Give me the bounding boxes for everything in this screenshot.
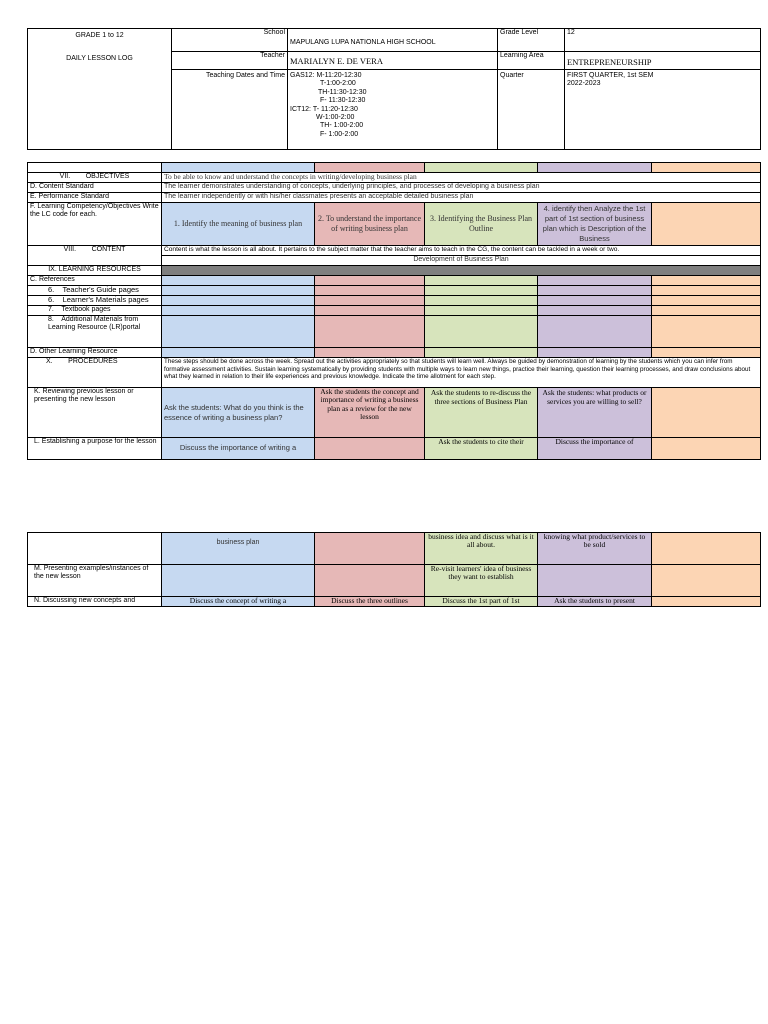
- purpose-day-2: [315, 438, 425, 460]
- content-standard-label: D. Content Standard: [28, 183, 162, 193]
- discussing-label: N. Discussing new concepts and: [28, 597, 162, 607]
- continuation-table: [27, 532, 761, 607]
- table-row: [28, 533, 761, 565]
- table-row: [28, 358, 761, 388]
- purpose-day-1: Discuss the importance of writing a: [162, 438, 315, 460]
- additional-materials-label: 8. Additional Materials from Learning Resource (LR)portal: [28, 316, 162, 348]
- grade-label: GRADE 1 to 12: [75, 32, 124, 39]
- textbook-label: 7. Textbook pages: [28, 306, 162, 316]
- purpose-cont-day-1: business plan: [162, 533, 315, 565]
- resources-label: IX. LEARNING RESOURCES: [28, 266, 162, 276]
- competency-day-4: 4. identify then Analyze the 1st part of 1st section of business plan which is Description of the Business: [538, 203, 652, 246]
- presenting-day-4: [538, 565, 652, 597]
- purpose-day-3: Ask the students to cite their: [425, 438, 538, 460]
- content-note: Content is what the lesson is all about. It pertains to the subject matter that the teacher aims to teach in the CG, the content can be tackled in a week or two.: [162, 246, 761, 256]
- reviewing-day-2: Ask the students the concept and importance of writing a business plan as a review for the new lesson: [315, 388, 425, 438]
- schedule-line: T-1:00-2:00: [320, 80, 356, 88]
- school-value: [288, 29, 498, 52]
- table-row: [28, 597, 761, 607]
- performance-standard-label: E. Performance Standard: [28, 193, 162, 203]
- references-label: C. References: [28, 276, 162, 286]
- objectives-text: To be able to know and understand the concepts in writing/developing business plan: [162, 173, 761, 183]
- reviewing-day-1: Ask the students: What do you think is the essence of writing a business plan?: [162, 388, 315, 438]
- presenting-day-1: [162, 565, 315, 597]
- purpose-label: L. Establishing a purpose for the lesson: [28, 438, 162, 460]
- other-resources-label: D. Other Learning Resource: [28, 348, 162, 358]
- table-row: [28, 246, 761, 256]
- learning-area-value: [565, 52, 761, 70]
- presenting-day-3: Re-visit learners' idea of business they want to establish: [425, 565, 538, 597]
- reviewing-label: K. Reviewing previous lesson or presenting the new lesson: [28, 388, 162, 438]
- school-year: 2022-2023: [567, 80, 601, 88]
- learning-area-text: ENTREPRENEURSHIP: [567, 57, 652, 67]
- table-row: [28, 306, 761, 316]
- schedule-line: GAS12: M-11:20-12:30: [290, 72, 362, 79]
- procedures-label: X. PROCEDURES: [28, 358, 162, 388]
- learners-materials-label: 6. Learner's Materials pages: [28, 296, 162, 306]
- objectives-label: VII. OBJECTIVES: [28, 173, 162, 183]
- table-row: [28, 316, 761, 348]
- quarter-label: Quarter: [498, 70, 565, 150]
- reviewing-day-4: Ask the students: what products or services you are willing to sell?: [538, 388, 652, 438]
- content-topic: Development of Business Plan: [162, 256, 761, 266]
- schedule-cell: [288, 70, 498, 150]
- grade-level-value: 12: [565, 29, 761, 52]
- table-row: [28, 203, 761, 246]
- presenting-day-2: [315, 565, 425, 597]
- table-row: [28, 286, 761, 296]
- day-color-row: [28, 163, 761, 173]
- presenting-label: M. Presenting examples/instances of the new lesson: [28, 565, 162, 597]
- log-label: DAILY LESSON LOG: [66, 55, 133, 63]
- competency-label: F. Learning Competency/Objectives Write the LC code for each.: [28, 203, 162, 246]
- competency-day-2: 2. To understand the importance of writing business plan: [315, 203, 425, 246]
- resources-bar: [162, 266, 761, 276]
- dates-label: Teaching Dates and Time: [172, 70, 288, 150]
- discussing-day-3: Discuss the 1st part of 1st: [425, 597, 538, 607]
- procedures-note: These steps should be done across the week. Spread out the activities appropriately so that students will learn well. Always be guided by demonstration of learning by the students which you can infer from formative assessment activities. Sustain learning systematically by providing students with multiple ways to learn new things, practice their learning, question their learning processes, and draw conclusions about what they learned in relation to their life experiences and previous knowledge. Indicate the time allotment for each step.: [162, 358, 761, 388]
- purpose-cont-day-3: business idea and discuss what is it all about.: [425, 533, 538, 565]
- table-row: [28, 266, 761, 276]
- school-name: MAPULANG LUPA NATIONLA HIGH SCHOOL: [290, 39, 436, 46]
- discussing-day-1: Discuss the concept of writing a: [162, 597, 315, 607]
- table-row: [28, 276, 761, 286]
- table-row: [28, 388, 761, 438]
- content-label: VIII. CONTENT: [28, 246, 162, 266]
- teachers-guide-label: 6. Teacher's Guide pages: [28, 286, 162, 296]
- schedule-line: ICT12: T- 11:20-12:30: [290, 105, 358, 113]
- schedule-line: F- 1:00-2:00: [320, 130, 359, 138]
- purpose-cont-day-2: [315, 533, 425, 565]
- schedule-line: TH-11:30-12:30: [318, 88, 367, 96]
- teacher-label: Teacher: [172, 52, 288, 70]
- discussing-day-2: Discuss the three outlines: [315, 597, 425, 607]
- schedule-line: W-1:00-2:00: [316, 114, 355, 122]
- learning-area-label: Learning Area: [498, 52, 565, 70]
- schedule-line: F- 11:30-12:30: [320, 97, 366, 105]
- teacher-value: [288, 52, 498, 70]
- table-row: [28, 296, 761, 306]
- performance-standard-text: The learner independently or with his/her classmates presents an acceptable detailed business plan: [162, 193, 761, 203]
- school-label: School: [172, 29, 288, 52]
- discussing-day-4: Ask the students to present: [538, 597, 652, 607]
- table-row: [28, 173, 761, 183]
- competency-day-1: 1. Identify the meaning of business plan: [162, 203, 315, 246]
- schedule-line: TH- 1:00-2:00: [320, 122, 364, 130]
- purpose-day-4: Discuss the importance of: [538, 438, 652, 460]
- header-table: [27, 28, 761, 150]
- table-row: [28, 565, 761, 597]
- grade-level-label: Grade Level: [498, 29, 565, 52]
- teacher-name: MARIALYN E. DE VERA: [290, 56, 383, 66]
- table-row: [28, 438, 761, 460]
- table-row: [28, 193, 761, 203]
- competency-day-3: 3. Identifying the Business Plan Outline: [425, 203, 538, 246]
- table-row: [28, 183, 761, 193]
- header-title-cell: [28, 29, 172, 150]
- table-row: [28, 348, 761, 358]
- content-standard-text: The learner demonstrates understanding of concepts, underlying principles, and processes of developing a business plan: [162, 183, 761, 193]
- lesson-table: [27, 162, 761, 460]
- quarter-value: [565, 70, 761, 150]
- quarter-text: FIRST QUARTER, 1st SEM: [567, 72, 654, 79]
- purpose-cont-day-4: knowing what product/services to be sold: [538, 533, 652, 565]
- reviewing-day-3: Ask the students to re-discuss the three sections of Business Plan: [425, 388, 538, 438]
